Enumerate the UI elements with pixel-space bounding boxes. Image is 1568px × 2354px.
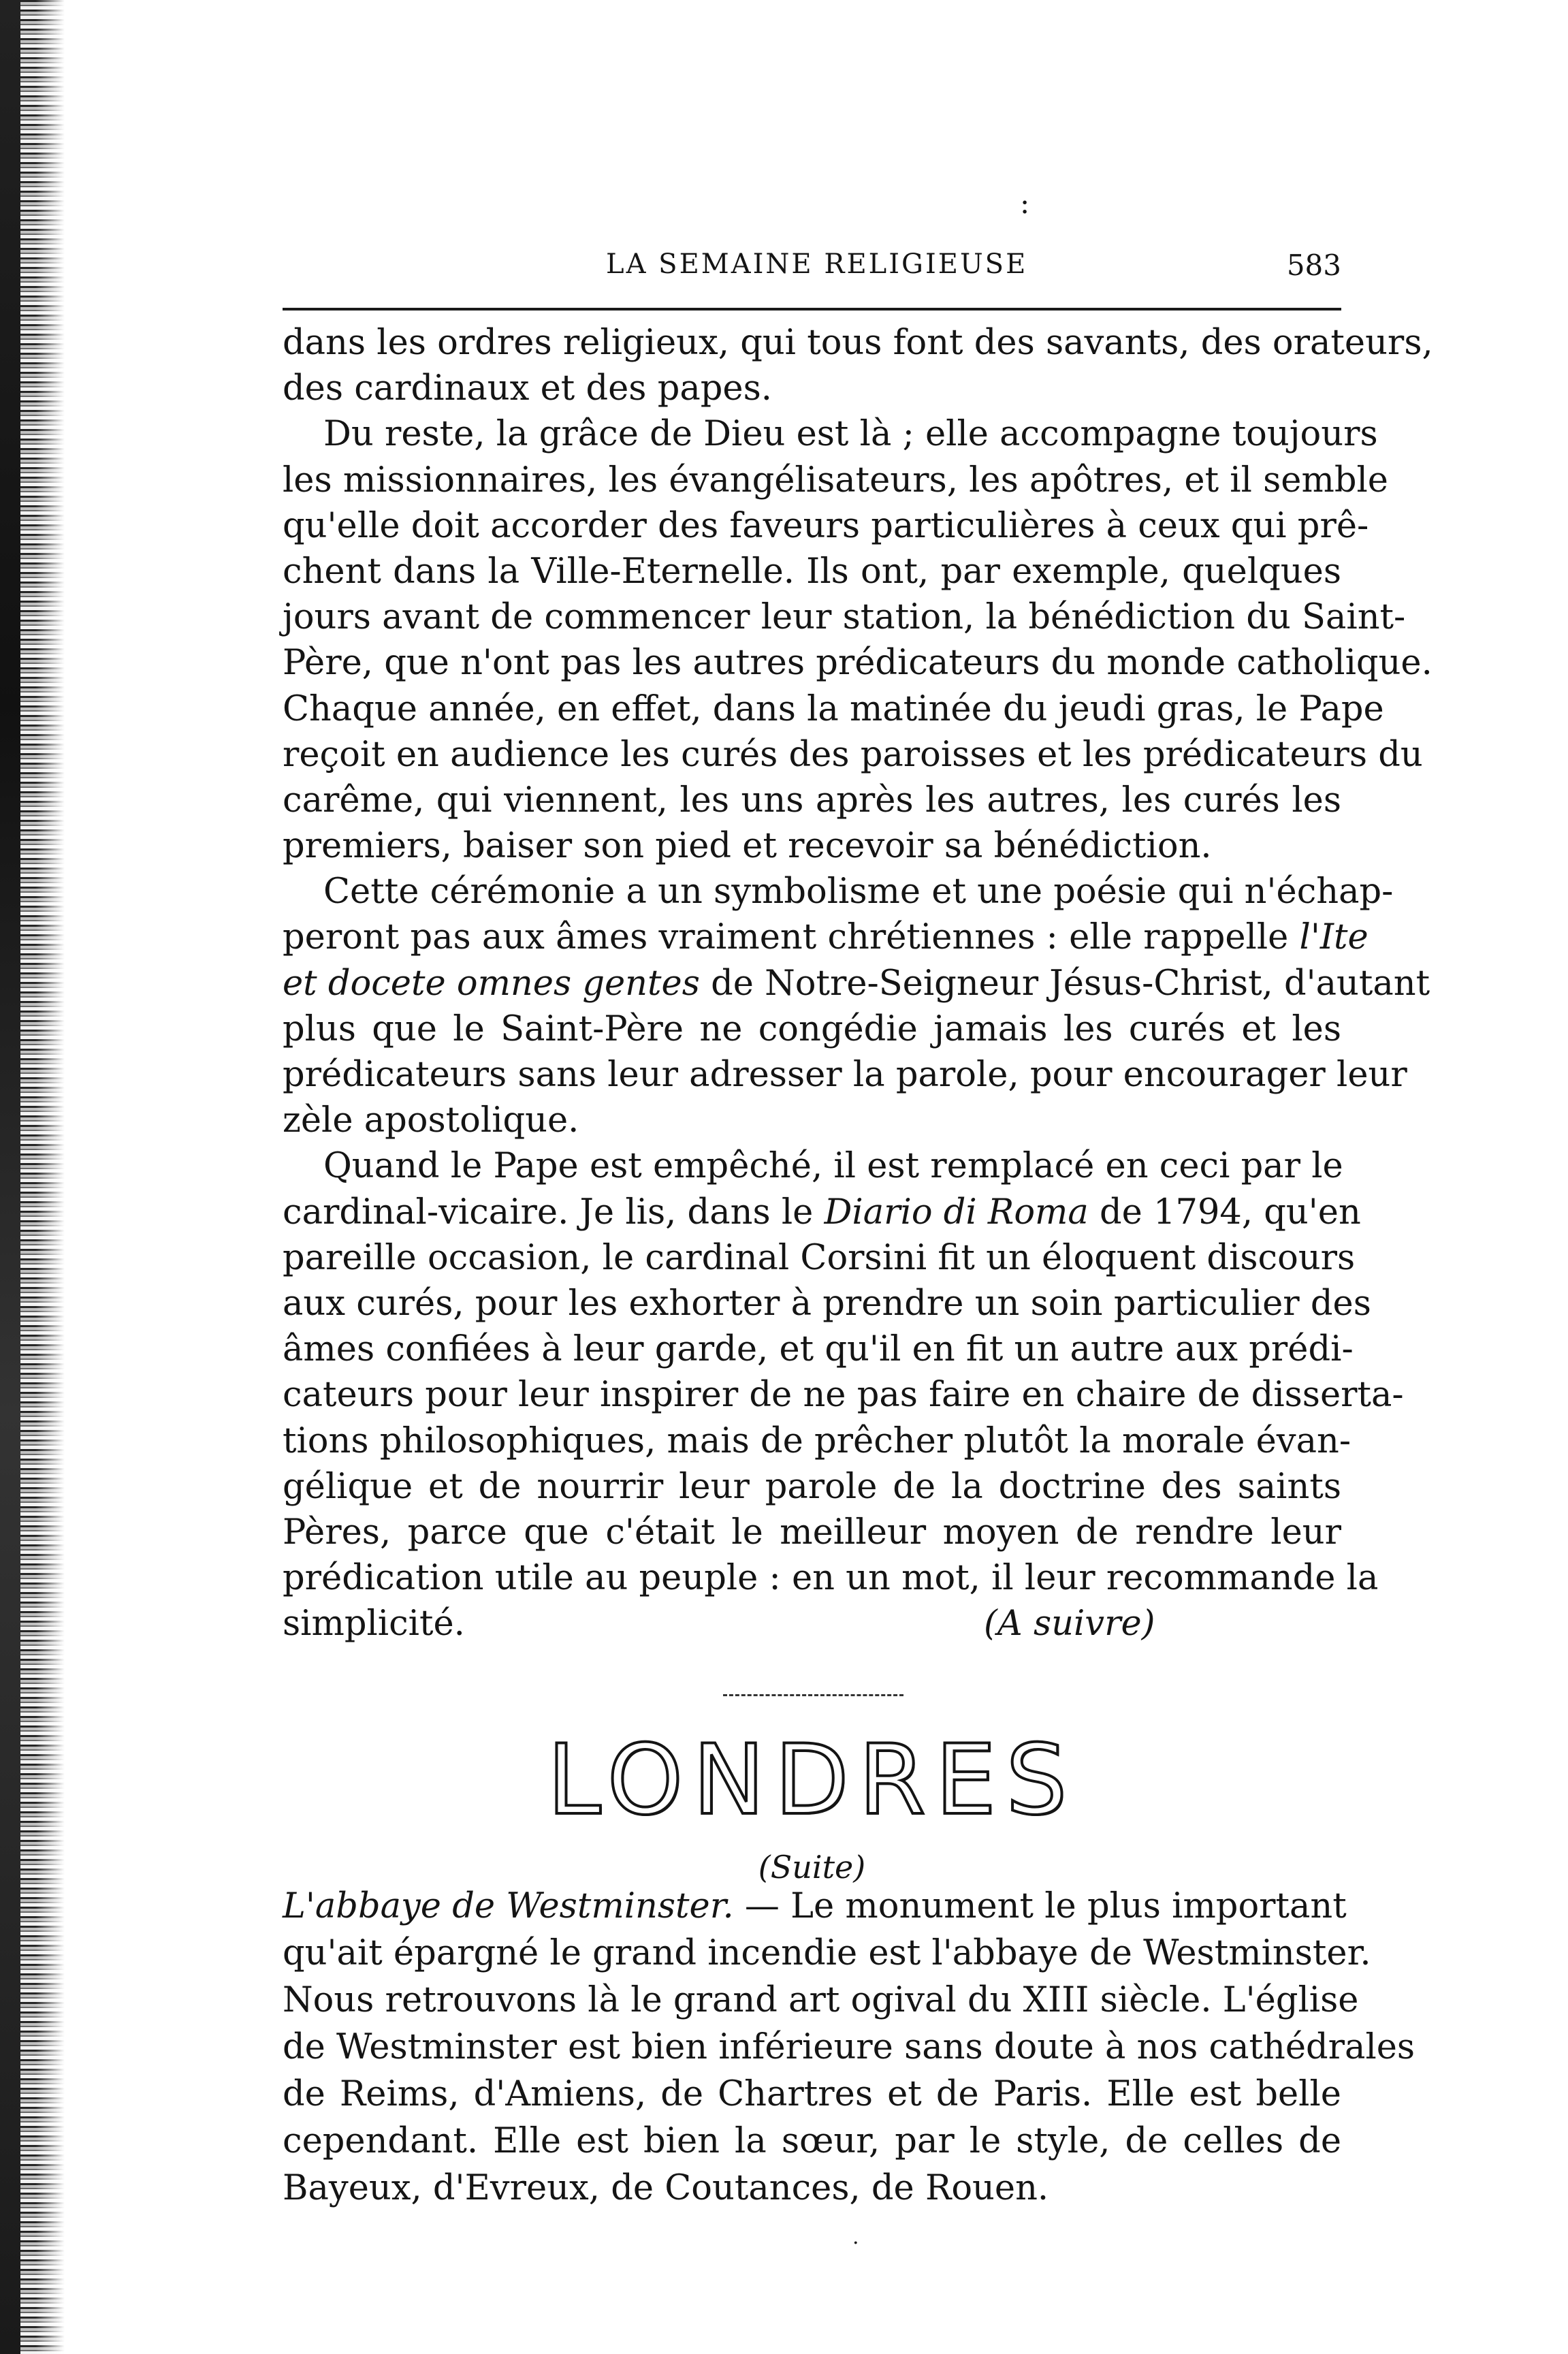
- text-line: qu'elle doit accorder des faveurs particulières à ceux qui prê-: [283, 505, 1369, 546]
- latin-quote: et docete omnes gentes: [283, 963, 700, 1004]
- to-be-continued: (A suivre): [984, 1604, 1155, 1644]
- text-line: Père, que n'ont pas les autres prédicateurs du monde catholique.: [283, 643, 1433, 684]
- text-line: aux curés, pour les exhorter à prendre un soin particulier des: [283, 1283, 1371, 1324]
- text-line: carême, qui viennent, les uns après les autres, les curés les: [283, 780, 1341, 821]
- text-line: tions philosophiques, mais de prêcher plutôt la morale évan-: [283, 1420, 1351, 1461]
- text-line: Chaque année, en effet, dans la matinée du jeudi gras, le Pape: [283, 688, 1384, 729]
- text-line: reçoit en audience les curés des paroisses et les prédicateurs du: [283, 734, 1423, 775]
- text-line: dans les ordres religieux, qui tous font des savants, des orateurs,: [283, 323, 1433, 363]
- text-line: cateurs pour leur inspirer de ne pas faire en chaire de disserta-: [283, 1375, 1404, 1416]
- text-line: Pères, parce que c'était le meilleur moyen de rendre leur: [283, 1512, 1341, 1553]
- text-line: âmes confiées à leur garde, et qu'il en fit un autre aux prédi-: [283, 1329, 1354, 1370]
- text-line: prédicateurs sans leur adresser la parole, pour encourager leur: [283, 1055, 1407, 1095]
- text-run: cardinal-vicaire. Je lis, dans le: [283, 1192, 825, 1232]
- subsection-heading: L'abbaye de Westminster.: [283, 1886, 734, 1926]
- running-head: [283, 249, 1341, 296]
- latin-quote: l'Ite: [1299, 917, 1369, 958]
- londres-article: [283, 1883, 1415, 2212]
- text-line: zèle apostolique.: [283, 1100, 579, 1141]
- publication-title: Diario di Roma: [824, 1192, 1089, 1232]
- text-line: [283, 961, 1430, 1006]
- text-run: simplicité.: [283, 1604, 465, 1644]
- text-line: [283, 1883, 1347, 1930]
- text-line: Bayeux, d'Evreux, de Coutances, de Rouen.: [283, 2168, 1049, 2208]
- text-line: de Westminster est bien inférieure sans doute à nos cathédrales: [283, 2027, 1415, 2067]
- scan-binding-shadow: [0, 0, 20, 2354]
- text-line: [283, 1190, 1361, 1235]
- text-line: Quand le Pape est empêché, il est remplacé en ceci par le: [323, 1146, 1343, 1187]
- text-line: qu'ait épargné le grand incendie est l'abbaye de Westminster.: [283, 1933, 1371, 1973]
- text-run: de Notre-Seigneur Jésus-Christ, d'autant: [699, 963, 1430, 1004]
- text-line: cependant. Elle est bien la sœur, par le style, de celles de: [283, 2121, 1341, 2161]
- text-line: [283, 1601, 1341, 1647]
- text-line: [283, 914, 1369, 960]
- text-line: de Reims, d'Amiens, de Chartres et de Paris. Elle est belle: [283, 2074, 1341, 2114]
- text-line: prédication utile au peuple : en un mot, il leur recommande la: [283, 1558, 1379, 1599]
- text-line: gélique et de nourrir leur parole de la doctrine des saints: [283, 1466, 1341, 1507]
- text-run: — Le monument le plus important: [733, 1886, 1347, 1926]
- text-run: de 1794, qu'en: [1088, 1192, 1361, 1232]
- page-number: 583: [1286, 249, 1341, 282]
- text-line: Du reste, la grâce de Dieu est là ; elle accompagne toujours: [323, 414, 1378, 455]
- article-continuation: [283, 320, 1433, 1647]
- text-line: Nous retrouvons là le grand art ogival du XIII siècle. L'église: [283, 1980, 1359, 2020]
- running-head-title: LA SEMAINE RELIGIEUSE: [606, 249, 1028, 280]
- text-line: pareille occasion, le cardinal Corsini fit un éloquent discours: [283, 1237, 1356, 1278]
- text-line: jours avant de commencer leur station, la bénédiction du Saint-: [283, 597, 1406, 638]
- text-line: les missionnaires, les évangélisateurs, les apôtres, et il semble: [283, 460, 1388, 500]
- stray-mark: :: [1020, 187, 1030, 220]
- text-line: premiers, baiser son pied et recevoir sa bénédiction.: [283, 826, 1212, 867]
- section-separator: [723, 1694, 903, 1696]
- text-line: Cette cérémonie a un symbolisme et une poésie qui n'échap-: [323, 872, 1394, 912]
- section-subtitle: (Suite): [758, 1849, 866, 1886]
- text-line: chent dans la Ville-Eternelle. Ils ont, par exemple, quelques: [283, 551, 1341, 592]
- text-line: des cardinaux et des papes.: [283, 368, 772, 409]
- header-rule: [283, 308, 1341, 311]
- text-run: peront pas aux âmes vraiment chrétiennes : elle rappelle: [283, 917, 1300, 958]
- stray-dot: .: [852, 2225, 859, 2249]
- section-title: LONDRES: [547, 1724, 1077, 1836]
- text-line: plus que le Saint-Père ne congédie jamais les curés et les: [283, 1008, 1341, 1049]
